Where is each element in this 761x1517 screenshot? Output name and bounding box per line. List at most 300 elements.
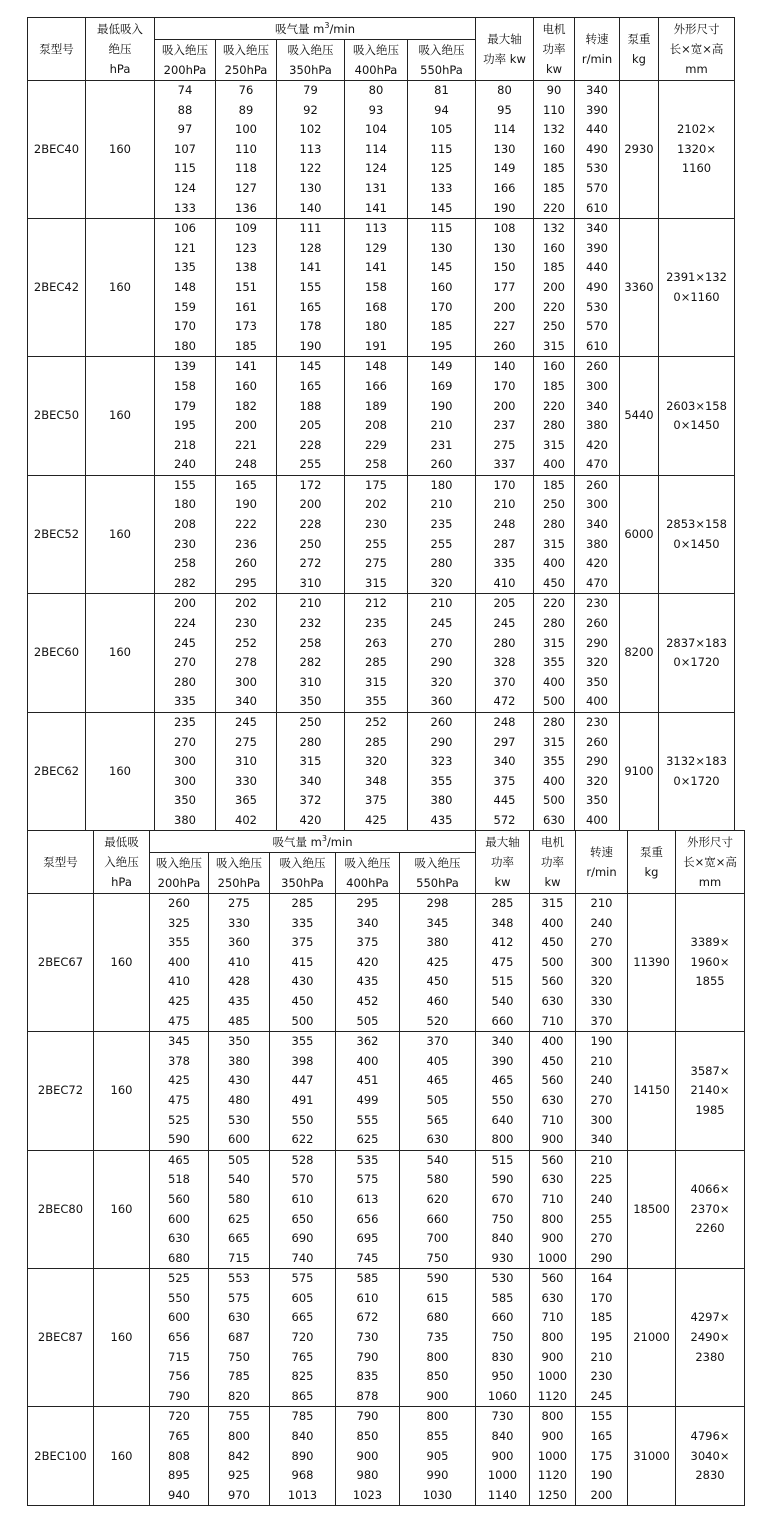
header-flow-col <box>277 40 345 81</box>
cell-line: 224 <box>174 616 196 631</box>
cell-line: 400 <box>356 1053 379 1068</box>
cell-flow <box>345 713 408 832</box>
cell-line: 380 <box>228 1053 250 1068</box>
cell-line: 665 <box>228 1231 250 1246</box>
cell-line: 350 <box>586 674 608 689</box>
cell-line: 145 <box>430 260 453 275</box>
cell-line: 210 <box>430 418 453 433</box>
cell-line: 680 <box>168 1250 190 1265</box>
cell-line: 118 <box>235 161 257 176</box>
cell-line: 220 <box>543 299 565 314</box>
cell-line: 355 <box>168 935 190 950</box>
cell-line: 210 <box>590 896 613 910</box>
cell-line: 735 <box>426 1330 449 1345</box>
cell-line: 218 <box>174 437 196 452</box>
cell-line: 490 <box>586 279 608 294</box>
table-row <box>28 713 735 832</box>
header-flow-col <box>400 853 476 894</box>
cell-model: 2BEC80 <box>28 1150 94 1269</box>
cell-line: 672 <box>356 1310 379 1325</box>
cell-line: 325 <box>168 915 190 930</box>
cell-line: 185 <box>430 319 453 334</box>
cell-line: 230 <box>365 517 387 532</box>
cell-line: 535 <box>356 1152 379 1167</box>
cell-line: 0×1720 <box>673 655 720 670</box>
cell-line: 900 <box>541 1429 564 1444</box>
cell-line: 450 <box>543 575 565 590</box>
cell-flow <box>408 357 476 476</box>
cell-line: 1960× <box>690 954 730 969</box>
header-model: 泵型号 <box>28 18 86 81</box>
header-line: 吸入绝压 <box>353 43 399 57</box>
cell-line: 205 <box>493 596 516 611</box>
cell-shaft-power <box>476 219 534 357</box>
cell-line: 129 <box>365 240 387 255</box>
cell-line: 275 <box>493 437 516 452</box>
cell-line: 4066× <box>690 1182 730 1197</box>
cell-model: 2BEC67 <box>28 894 94 1032</box>
cell-line: 114 <box>365 141 387 156</box>
cell-line: 97 <box>177 122 193 137</box>
header-line: 外形尺寸 <box>687 835 733 849</box>
cell-line: 340 <box>586 517 608 532</box>
header-dimensions <box>659 18 735 81</box>
cell-weight: 18500 <box>628 1150 676 1269</box>
cell-line: 110 <box>235 141 257 156</box>
cell-line: 580 <box>228 1191 250 1206</box>
cell-line: 878 <box>356 1388 379 1403</box>
cell-shaft-power <box>476 594 534 713</box>
cell-weight: 6000 <box>620 475 659 594</box>
table-row <box>28 1269 745 1407</box>
cell-line: 372 <box>299 793 322 808</box>
cell-line: 378 <box>168 1053 190 1068</box>
cell-flow <box>155 81 216 219</box>
cell-line: 170 <box>493 378 516 393</box>
cell-line: 665 <box>291 1310 314 1325</box>
cell-line: 255 <box>365 536 387 551</box>
cell-line: 380 <box>430 793 453 808</box>
cell-line: 410 <box>493 575 516 590</box>
cell-shaft-power <box>476 475 534 594</box>
cell-line: 258 <box>299 635 322 650</box>
header-dimensions <box>676 831 745 894</box>
cell-flow <box>345 219 408 357</box>
cell-line: 715 <box>168 1349 190 1364</box>
header-line: kg <box>632 52 646 66</box>
cell-line: 95 <box>497 102 512 117</box>
cell-line: 180 <box>174 497 196 512</box>
cell-flow <box>270 1269 336 1407</box>
cell-line: 835 <box>356 1369 379 1384</box>
cell-line: 900 <box>491 1448 514 1463</box>
cell-weight: 5440 <box>620 357 659 476</box>
cell-flow <box>216 219 277 357</box>
cell-dimensions <box>676 1032 745 1151</box>
cell-flow <box>216 713 277 832</box>
header-line: 250hPa <box>217 876 261 890</box>
cell-line: 430 <box>228 1073 250 1088</box>
cell-line: 210 <box>493 497 516 512</box>
cell-line: 350 <box>174 793 196 808</box>
cell-line: 520 <box>426 1013 449 1028</box>
cell-flow <box>336 1032 400 1151</box>
cell-line: 245 <box>493 616 516 631</box>
cell-line: 285 <box>365 734 387 749</box>
cell-line: 340 <box>493 754 516 769</box>
cell-line: 4297× <box>690 1310 730 1325</box>
cell-motor-power <box>534 713 575 832</box>
cell-line: 518 <box>168 1172 190 1187</box>
cell-line: 270 <box>590 1231 613 1246</box>
cell-line: 74 <box>177 83 193 97</box>
cell-line: 220 <box>543 398 565 413</box>
cell-line: 220 <box>543 200 565 215</box>
cell-line: 208 <box>365 418 387 433</box>
cell-line: 127 <box>235 180 257 195</box>
cell-line: 320 <box>586 773 608 788</box>
table-row <box>28 1407 745 1506</box>
cell-line: 79 <box>303 83 318 97</box>
cell-line: 330 <box>228 915 250 930</box>
cell-line: 295 <box>356 896 379 910</box>
cell-line: 235 <box>430 517 453 532</box>
cell-line: 168 <box>365 299 387 314</box>
cell-shaft-power <box>476 1407 530 1506</box>
flow-unit-suffix: /min <box>326 834 353 849</box>
cell-line: 420 <box>356 954 379 969</box>
cell-line: 505 <box>228 1152 250 1167</box>
cell-line: 400 <box>586 694 608 709</box>
table-row <box>28 1150 745 1269</box>
cell-line: 130 <box>430 240 453 255</box>
cell-line: 113 <box>365 221 387 236</box>
cell-model: 2BEC52 <box>28 475 86 594</box>
cell-line: 114 <box>493 122 516 137</box>
cell-line: 660 <box>491 1013 514 1028</box>
header-flow-col <box>270 853 336 894</box>
cell-line: 228 <box>299 437 322 452</box>
cell-line: 340 <box>586 83 608 97</box>
cell-motor-power <box>534 594 575 713</box>
cell-shaft-power <box>476 357 534 476</box>
cell-line: 195 <box>430 338 453 353</box>
cell-line: 540 <box>426 1152 449 1167</box>
cell-speed <box>575 475 620 594</box>
header-line: 吸入绝压 <box>216 856 262 870</box>
table-body <box>28 894 745 1506</box>
cell-line: 485 <box>228 1013 250 1028</box>
cell-line: 980 <box>356 1468 379 1483</box>
cell-line: 2260 <box>695 1221 725 1236</box>
cell-line: 190 <box>299 338 322 353</box>
cell-line: 280 <box>299 734 322 749</box>
header-flow-col <box>209 853 270 894</box>
cell-weight: 9100 <box>620 713 659 832</box>
cell-line: 200 <box>174 596 196 611</box>
header-line: 吸入绝压 <box>156 856 202 870</box>
cell-line: 2837×183 <box>666 635 727 650</box>
cell-line: 280 <box>430 556 453 571</box>
cell-line: 530 <box>228 1112 250 1127</box>
cell-line: 575 <box>291 1271 314 1286</box>
cell-line: 280 <box>543 418 565 433</box>
cell-line: 630 <box>541 1172 564 1187</box>
cell-line: 560 <box>541 1271 564 1286</box>
cell-line: 159 <box>174 299 196 314</box>
cell-line: 710 <box>541 1191 564 1206</box>
cell-line: 258 <box>365 457 387 472</box>
cell-flow <box>155 594 216 713</box>
cell-line: 650 <box>291 1211 314 1226</box>
cell-line: 227 <box>493 319 516 334</box>
cell-flow <box>150 1407 209 1506</box>
cell-flow <box>336 1269 400 1407</box>
cell-line: 166 <box>493 180 516 195</box>
cell-shaft-power <box>476 713 534 832</box>
cell-line: 755 <box>228 1409 250 1424</box>
cell-line: 130 <box>299 180 322 195</box>
cell-line: 950 <box>491 1369 514 1384</box>
cell-line: 3040× <box>690 1448 730 1463</box>
cell-speed <box>575 219 620 357</box>
cell-flow <box>155 475 216 594</box>
cell-line: 180 <box>430 477 453 492</box>
cell-line: 615 <box>426 1290 449 1305</box>
header-line: 电机 <box>542 22 566 36</box>
cell-motor-power <box>534 475 575 594</box>
cell-line: 970 <box>228 1487 250 1502</box>
cell-line: 148 <box>174 279 196 294</box>
header-line: 550hPa <box>416 876 459 890</box>
cell-line: 400 <box>168 954 190 969</box>
cell-line: 315 <box>543 536 565 551</box>
cell-line: 900 <box>541 1132 564 1147</box>
cell-line: 398 <box>291 1053 314 1068</box>
cell-line: 200 <box>493 299 516 314</box>
header-line: 350hPa <box>289 63 332 77</box>
cell-shaft-power <box>476 1032 530 1151</box>
cell-dimensions <box>659 357 735 476</box>
cell-line: 670 <box>491 1191 514 1206</box>
cell-line: 90 <box>546 83 562 97</box>
cell-line: 210 <box>590 1152 613 1167</box>
cell-line: 240 <box>174 457 196 472</box>
cell-line: 255 <box>430 536 453 551</box>
cell-line: 185 <box>543 260 565 275</box>
cell-line: 185 <box>543 378 565 393</box>
cell-line: 450 <box>541 1053 564 1068</box>
cell-line: 132 <box>543 122 565 137</box>
cell-line: 425 <box>168 993 190 1008</box>
cell-line: 330 <box>235 773 257 788</box>
cell-line: 590 <box>168 1132 190 1147</box>
cell-line: 139 <box>174 359 196 374</box>
cell-line: 590 <box>426 1271 449 1286</box>
cell-line: 340 <box>299 773 322 788</box>
cell-line: 109 <box>235 221 257 236</box>
cell-line: 540 <box>491 993 514 1008</box>
cell-flow <box>400 1150 476 1269</box>
cell-line: 161 <box>235 299 257 314</box>
cell-line: 275 <box>228 896 250 910</box>
cell-line: 180 <box>365 319 387 334</box>
cell-line: 505 <box>426 1092 449 1107</box>
cell-line: 680 <box>426 1310 449 1325</box>
cell-line: 420 <box>586 556 608 571</box>
cell-flow <box>277 713 345 832</box>
cell-line: 300 <box>590 954 613 969</box>
cell-line: 235 <box>365 616 387 631</box>
cell-line: 690 <box>291 1231 314 1246</box>
cell-line: 248 <box>493 517 516 532</box>
cell-speed <box>576 1150 628 1269</box>
cell-line: 800 <box>541 1211 564 1226</box>
cell-line: 185 <box>543 180 565 195</box>
cell-line: 1855 <box>695 974 725 989</box>
cell-line: 808 <box>168 1448 190 1463</box>
cell-line: 348 <box>491 915 514 930</box>
cell-line: 2102× <box>677 122 716 137</box>
cell-flow <box>209 1269 270 1407</box>
table-row <box>28 1032 745 1151</box>
cell-line: 195 <box>174 418 196 433</box>
cell-line: 330 <box>590 993 613 1008</box>
cell-line: 855 <box>426 1429 449 1444</box>
cell-line: 625 <box>356 1132 379 1147</box>
cell-line: 133 <box>174 200 196 215</box>
cell-line: 200 <box>590 1487 613 1502</box>
cell-line: 315 <box>543 635 565 650</box>
cell-line: 255 <box>299 457 322 472</box>
cell-flow <box>155 219 216 357</box>
cell-line: 160 <box>543 240 565 255</box>
header-line: 350hPa <box>281 876 324 890</box>
cell-line: 348 <box>365 773 387 788</box>
cell-line: 380 <box>586 536 608 551</box>
cell-line: 405 <box>426 1053 449 1068</box>
cell-line: 400 <box>543 457 565 472</box>
cell-line: 765 <box>291 1349 314 1364</box>
cell-line: 221 <box>235 437 257 452</box>
cell-line: 177 <box>493 279 516 294</box>
cell-line: 93 <box>368 102 384 117</box>
cell-line: 560 <box>168 1191 190 1206</box>
cell-line: 500 <box>543 694 565 709</box>
cell-line: 410 <box>228 954 250 969</box>
cell-line: 3132×183 <box>666 754 727 769</box>
cell-line: 236 <box>235 536 257 551</box>
cell-line: 400 <box>543 773 565 788</box>
cell-flow <box>209 894 270 1032</box>
cell-model: 2BEC60 <box>28 594 86 713</box>
header-row-top <box>28 831 745 853</box>
cell-line: 320 <box>365 754 387 769</box>
cell-line: 150 <box>493 260 516 275</box>
cell-line: 248 <box>235 457 257 472</box>
cell-line: 160 <box>543 359 565 374</box>
header-shaft-power <box>476 831 530 894</box>
header-motor-power <box>534 18 575 81</box>
cell-line: 425 <box>365 812 387 827</box>
cell-line: 175 <box>365 477 387 492</box>
cell-line: 280 <box>543 616 565 631</box>
cell-line: 323 <box>430 754 453 769</box>
cell-line: 2380 <box>695 1349 725 1364</box>
cell-flow <box>400 1032 476 1151</box>
cell-line: 452 <box>356 993 379 1008</box>
cell-line: 136 <box>235 200 257 215</box>
cell-line: 149 <box>430 359 453 374</box>
header-line: 200hPa <box>157 876 201 890</box>
cell-line: 230 <box>586 596 608 611</box>
cell-line: 115 <box>430 221 453 236</box>
cell-line: 165 <box>235 477 257 492</box>
cell-line: 165 <box>299 299 322 314</box>
cell-shaft-power <box>476 1150 530 1269</box>
cell-line: 756 <box>168 1369 190 1384</box>
cell-line: 930 <box>491 1250 514 1265</box>
cell-line: 720 <box>168 1409 190 1424</box>
cell-line: 200 <box>493 398 516 413</box>
cell-line: 122 <box>299 161 322 176</box>
table-body <box>28 81 735 832</box>
cell-line: 89 <box>238 102 254 117</box>
cell-line: 800 <box>426 1349 449 1364</box>
cell-line: 275 <box>235 734 257 749</box>
cell-line: 260 <box>586 616 608 631</box>
cell-line: 630 <box>426 1132 449 1147</box>
cell-line: 260 <box>586 359 608 374</box>
cell-line: 270 <box>174 655 196 670</box>
cell-line: 620 <box>426 1191 449 1206</box>
pump-spec-table-1 <box>27 17 735 832</box>
cell-line: 290 <box>430 734 453 749</box>
cell-line: 130 <box>493 141 516 156</box>
cell-line: 297 <box>493 734 516 749</box>
cell-line: 272 <box>299 556 322 571</box>
cell-line: 270 <box>590 935 613 950</box>
cell-line: 340 <box>586 221 608 236</box>
cell-line: 600 <box>168 1211 190 1226</box>
cell-line: 380 <box>586 418 608 433</box>
header-line: 最大轴 <box>485 835 520 849</box>
cell-weight: 3360 <box>620 219 659 357</box>
header-min-pressure <box>86 18 155 81</box>
cell-min-pressure: 160 <box>86 219 155 357</box>
cell-line: 320 <box>430 575 453 590</box>
cell-line: 630 <box>541 993 564 1008</box>
cell-line: 160 <box>430 279 453 294</box>
header-line: 吸入绝压 <box>279 856 326 870</box>
cell-line: 190 <box>590 1468 613 1483</box>
header-line: mm <box>698 875 722 889</box>
table-header <box>28 831 745 894</box>
cell-line: 370 <box>493 674 516 689</box>
cell-min-pressure: 160 <box>94 1150 150 1269</box>
cell-flow <box>270 1150 336 1269</box>
header-flow-col <box>155 40 216 81</box>
cell-weight: 31000 <box>628 1407 676 1506</box>
cell-line: 550 <box>168 1290 190 1305</box>
header-line: 最大轴 <box>487 32 522 46</box>
cell-line: 115 <box>174 161 196 176</box>
cell-line: 208 <box>174 517 196 532</box>
cell-line: 435 <box>228 993 250 1008</box>
cell-line: 362 <box>356 1034 379 1049</box>
cell-flow <box>408 81 476 219</box>
cell-line: 155 <box>299 279 322 294</box>
